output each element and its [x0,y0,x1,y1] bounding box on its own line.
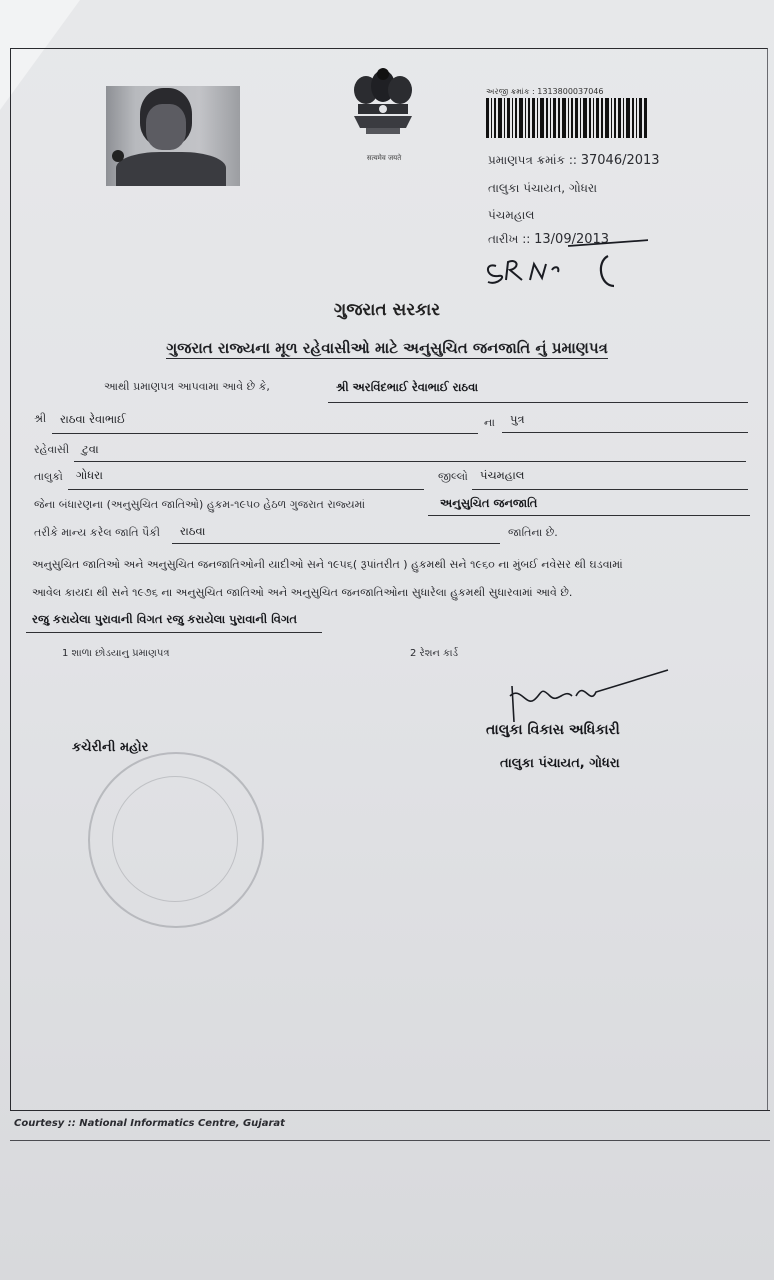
courtesy-footer: Courtesy :: National Informatics Centre, Gujarat [14,1118,285,1129]
taluka-value: ગોધરા [76,468,103,482]
caste-value: રાઠવા [180,524,206,538]
legal-paragraph-line-2: આવેલ કાયદા થી સને ૧૯૭૬ ના અનુસુચિત જાતિઓ અને અનુસુચિત જનજાતિઓના સુધારેલા હુકમથી સુધારવામાં આવે છે. [32,586,573,599]
issue-date-label: તારીખ :: [488,232,531,246]
na-label: ના [484,416,495,429]
recognition-text: તરીકે માન્ય કરેલ જાતિ પૈકી [34,526,161,539]
office-seal-stamp [88,752,264,928]
issue-date: 13/09/2013 [534,232,610,247]
footer-rule [10,1110,770,1111]
father-name: રાઠવા રેવાભાઈ [60,412,126,426]
taluka-line [68,489,424,490]
shri-label: શ્રી [34,412,47,425]
certificate-number-row [488,153,660,168]
certificate-subtitle-wrap [0,338,774,357]
holder-name: શ્રી અરવિંદભાઈ રેવાભાઈ રાઠવા [336,380,479,394]
legal-paragraph-line-1: અનુસુચિત જાતિઓ અને અનુસુચિત જનજાતિઓની યાદીઓ સને ૧૯૫૬( રૂપાંતરીત ) હુકમથી સને ૧૯૬૦ ના મુંબઈ નવેસર થી ઘડવામાં [32,558,623,571]
evidence-item-1: 1 શાળા છોડયાનુ પ્રમાણપત્ર [62,648,170,659]
certificate-subtitle: ગુજરાત રાજ્યના મૂળ રહેવાસીઓ માટે અનુસુચિત જનજાતિ નું પ્રમાણપત્ર [166,339,608,357]
relation: પુત્ર [510,412,525,426]
relation-line [502,432,748,433]
officer-title: તાલુકા વિકાસ અધિકારી [486,722,620,738]
caste-line [172,543,500,544]
issuing-authority-title: ગુજરાત સરકાર [333,300,441,320]
caste-suffix: જાતિના છે. [508,526,558,539]
issuing-district: પંચમહાલ [488,208,535,222]
category-value: અનુસુચિત જનજાતિ [440,496,538,510]
certificate-number: 37046/2013 [580,153,660,168]
barcode-icon [486,98,648,138]
certificate-frame [10,48,768,1111]
intro-text: આથી પ્રમાણપત્ર આપવામા આવે છે કે, [104,380,270,393]
constitution-order-text: જેના બંધારણના (અનુસુચિત જાતિઓ) હુકમ-૧૯૫૦ હેઠળ ગુજરાત રાજ્યમાં [34,498,366,511]
officer-office: તાલુકા પંચાયત, ગોધરા [500,756,620,771]
father-name-line [52,433,478,434]
resident-village: ટુવા [82,442,99,456]
application-number: અરજી ક્રમાંક : 1313800037046 [486,87,604,96]
holder-name-line [328,402,748,403]
office-seal-label: કચેરીની મહોર [72,740,149,755]
evidence-item-2: 2 રેશન કાર્ડ [410,648,459,659]
taluka-label: તાલુકો [34,470,63,483]
evidence-heading-line [26,632,322,633]
evidence-heading: રજુ કરાયેલા પુરાવાની વિગત રજુ કરાયેલા પુરાવાની વિગત [32,612,297,626]
resident-line [74,461,746,462]
district-value: પંચમહાલ [480,468,525,482]
resident-label: રહેવાસી [34,443,70,456]
issuing-office: તાલુકા પંચાયત, ગોધરા [488,181,598,195]
district-label: જીલ્લો [438,470,468,483]
certificate-number-label: પ્રમાણપત્ર ક્રમાંક :: [488,153,577,167]
national-emblem-icon [346,64,420,148]
footer-rule-lower [10,1140,770,1141]
category-line [428,515,750,516]
emblem-motto: सत्यमेव जयते [366,154,402,162]
handwritten-serial-note [478,236,648,296]
applicant-photo [106,86,240,186]
officer-signature [500,666,670,726]
district-line [472,489,748,490]
